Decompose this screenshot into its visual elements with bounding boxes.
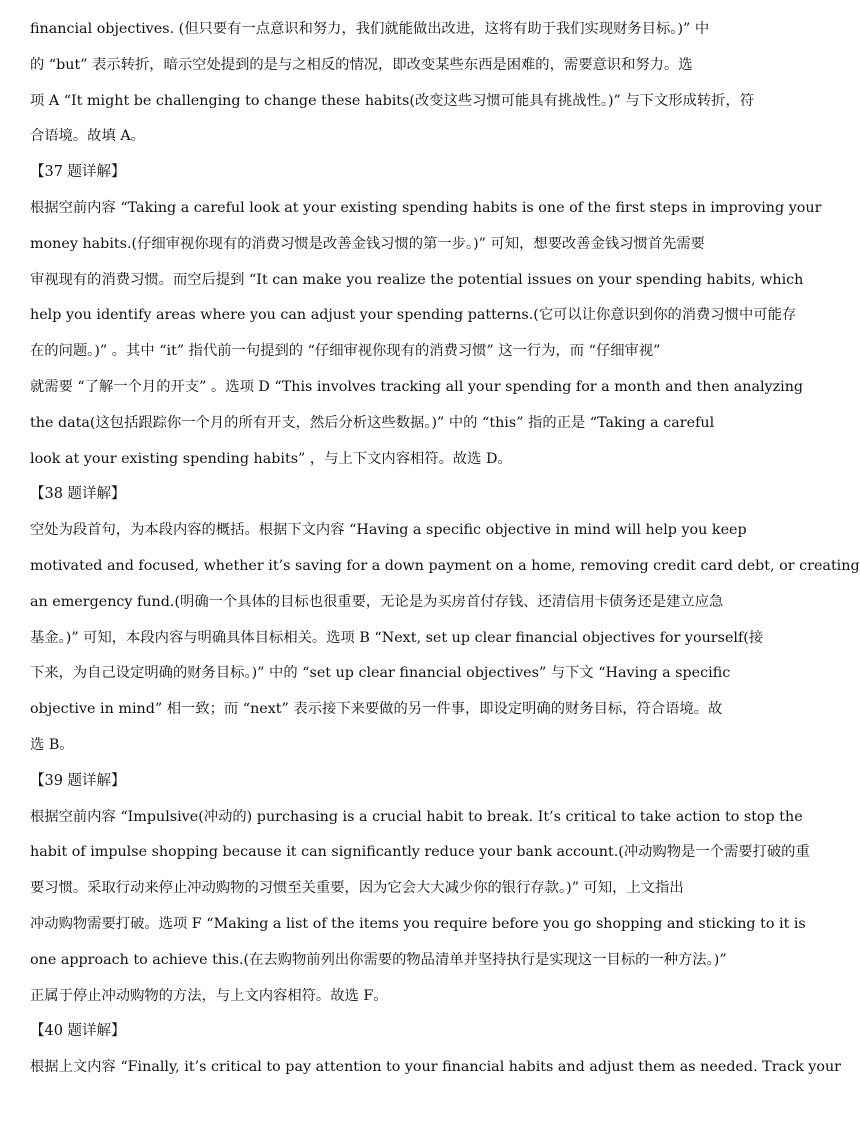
text-line: motivated and focused, whether it’s saving for a down payment on a home, removing credit card debt, or creating — [30, 557, 860, 574]
text-line: 下来，为自己设定明确的财务目标。)” 中的 “set up clear financial objectives” 与下文 “Having a specific — [30, 665, 731, 682]
text-line: 冲动购物需要打破。选项 F “Making a list of the items you require before you go shopping and sticking to it is — [30, 915, 806, 932]
text-line: objective in mind” 相一致；而 “next” 表示接下来要做的另一件事，即设定明确的财务目标，符合语境。故 — [30, 701, 723, 718]
text-line: 项 A “It might be challenging to change these habits(改变这些习惯可能具有挑战性。)” 与下文形成转折，符 — [30, 92, 755, 109]
text-line: 合语境。故填 A。 — [30, 128, 145, 145]
text-line: 空处为段首句，为本段内容的概括。根据下文内容 “Having a specific objective in mind will help you keep — [30, 522, 747, 539]
text-line: 审视现有的消费习惯。而空后提到 “It can make you realize the potential issues on your spending habits, which — [30, 271, 804, 288]
document-page — [30, 12, 860, 1086]
text-line: help you identify areas where you can adjust your spending patterns.(它可以让你意识到你的消费习惯中可能存 — [30, 307, 797, 324]
text-line: 选 B。 — [30, 736, 74, 753]
text-line: 的 “but” 表示转折，暗示空处提到的是与之相反的情况，即改变某些东西是困难的，需要意识和努力。选 — [30, 56, 693, 73]
text-line: 正属于停止冲动购物的方法，与上文内容相符。故选 F。 — [30, 987, 388, 1004]
text-line: 基金。)” 可知，本段内容与明确具体目标相关。选项 B “Next, set up clear financial objectives for yourself(接 — [30, 629, 764, 646]
text-line: one approach to achieve this.(在去购物前列出你需要的物品清单并坚持执行是实现这一目标的一种方法。)” — [30, 951, 727, 968]
text-line: 要习惯。采取行动来停止冲动购物的习惯至关重要，因为它会大大减少你的银行存款。)” 可知，上文指出 — [30, 880, 684, 897]
text-line: the data(这包括跟踪你一个月的所有开支，然后分析这些数据。)” 中的 “this” 指的正是 “Taking a careful — [30, 414, 715, 431]
text-line: 根据空前内容 “Taking a careful look at your existing spending habits is one of the first steps in improving your — [30, 199, 822, 216]
text-line: money habits.(仔细审视你现有的消费习惯是改善金钱习惯的第一步。)” 可知，想要改善金钱习惯首先需要 — [30, 235, 705, 252]
section-heading-37: 【37 题详解】 — [30, 164, 126, 181]
section-heading-39: 【39 题详解】 — [30, 772, 126, 789]
section-heading-38: 【38 题详解】 — [30, 486, 126, 503]
text-line: an emergency fund.(明确一个具体的目标也很重要，无论是为买房首付存钱、还清信用卡债务还是建立应急 — [30, 593, 724, 610]
text-line: 根据空前内容 “Impulsive(冲动的) purchasing is a crucial habit to break. It’s critical to take action to stop the — [30, 808, 803, 825]
text-line: 根据上文内容 “Finally, it’s critical to pay attention to your financial habits and adjust them as needed. Track your — [30, 1059, 842, 1076]
text-line: habit of impulse shopping because it can significantly reduce your bank account.(冲动购物是一个需要打破的重 — [30, 844, 810, 861]
section-heading-40: 【40 题详解】 — [30, 1023, 126, 1040]
text-line: 在的问题。)” 。其中 “it” 指代前一句提到的 “仔细审视你现有的消费习惯” 这一行为，而 “仔细审视” — [30, 343, 661, 360]
text-line: 就需要 “了解一个月的开支” 。选项 D “This involves tracking all your spending for a month and then analyzing — [30, 378, 804, 395]
text-line: look at your existing spending habits” ，与上下文内容相符。故选 D。 — [30, 450, 512, 467]
text-line: financial objectives. (但只要有一点意识和努力，我们就能做出改进，这将有助于我们实现财务目标。)” 中 — [30, 21, 710, 37]
